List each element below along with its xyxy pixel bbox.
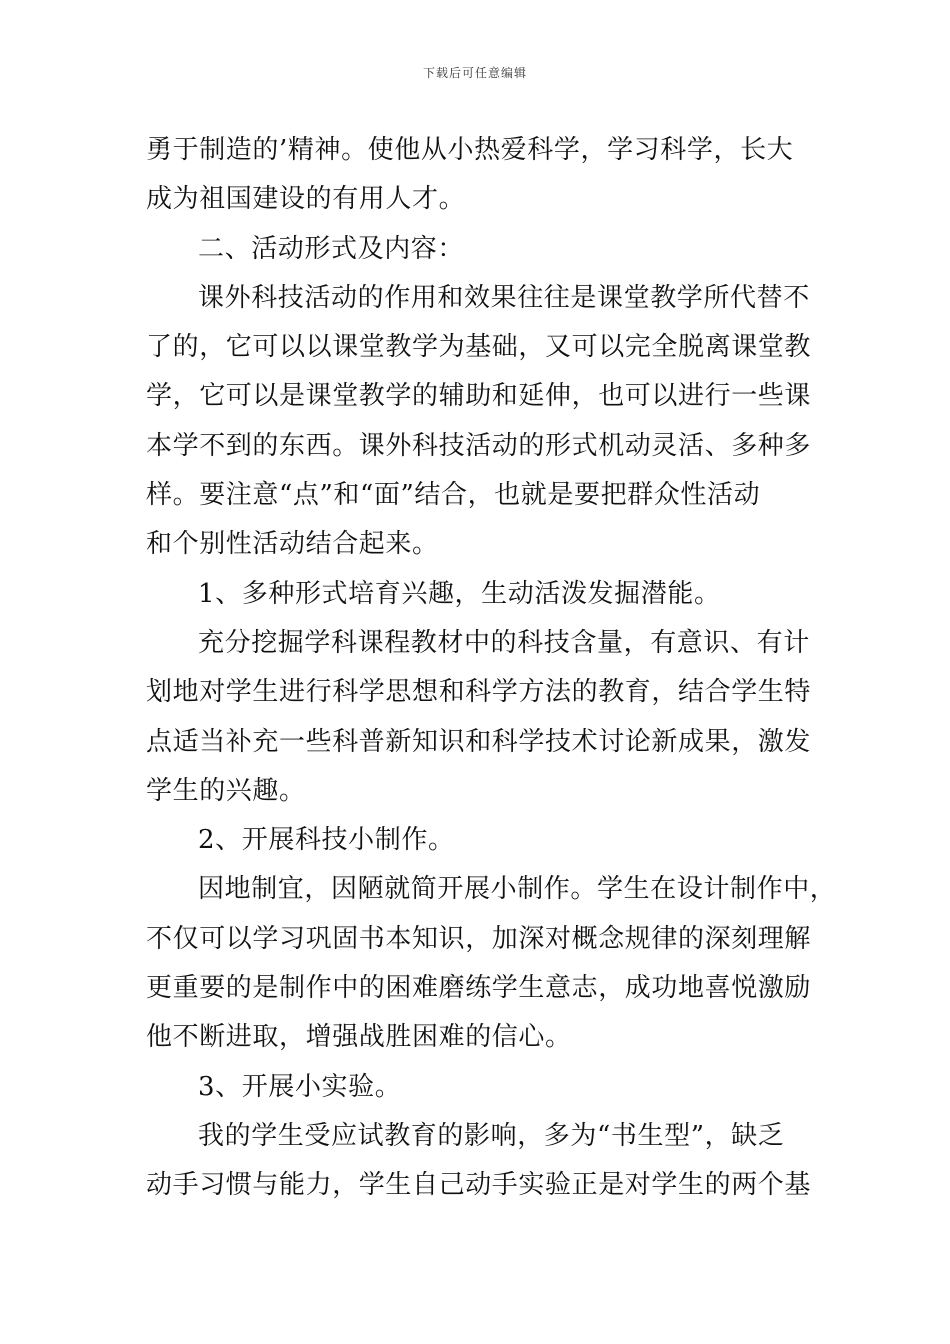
text-line: 学生的兴趣。 bbox=[146, 775, 306, 806]
page-header: 下载后可任意编辑 bbox=[422, 66, 527, 80]
text-line: 因地制宜，因陋就简开展小制作。学生在设计制作中， bbox=[198, 874, 837, 905]
text-line: 2、开展科技小制作。 bbox=[198, 825, 455, 856]
text-line: 划地对学生进行科学思想和科学方法的教育，结合学生特 bbox=[146, 677, 812, 708]
text-line: 他不断进取，增强战胜困难的信心。 bbox=[146, 1022, 572, 1053]
text-line: 二、活动形式及内容： bbox=[198, 233, 465, 264]
text-line: 3、开展小实验。 bbox=[198, 1071, 402, 1102]
text-line: 点适当补充一些科普新知识和科学技术讨论新成果，激发 bbox=[146, 726, 812, 757]
text-line: 学，它可以是课堂教学的辅助和延伸，也可以进行一些课 bbox=[146, 381, 812, 412]
text-line: 动手习惯与能力，学生自己动手实验正是对学生的两个基 bbox=[146, 1170, 812, 1201]
text-line: 和个别性活动结合起来。 bbox=[146, 529, 439, 560]
text-line: 本学不到的东西。课外科技活动的形式机动灵活、多种多 bbox=[146, 430, 812, 461]
text-line: 了的，它可以以课堂教学为基础，又可以完全脱离课堂教 bbox=[146, 332, 812, 363]
text-line: 样。要注意“点”和“面”结合，也就是要把群众性活动 bbox=[146, 480, 761, 511]
text-line: 充分挖掘学科课程教材中的科技含量，有意识、有计 bbox=[198, 627, 810, 658]
text-line: 课外科技活动的作用和效果往往是课堂教学所代替不 bbox=[198, 282, 810, 313]
text-line: 我的学生受应试教育的影响，多为“书生型”，缺乏 bbox=[198, 1120, 785, 1151]
text-line: 更重要的是制作中的困难磨练学生意志，成功地喜悦激励 bbox=[146, 973, 812, 1004]
text-line: 成为祖国建设的有用人才。 bbox=[146, 184, 466, 215]
text-line: 1、多种形式培育兴趣，生动活泼发掘潜能。 bbox=[198, 578, 721, 609]
text-line: 勇于制造的’精神。使他从小热爱科学，学习科学，长大 bbox=[146, 135, 794, 165]
text-line: 不仅可以学习巩固书本知识，加深对概念规律的深刻理解 bbox=[146, 923, 812, 954]
document-body bbox=[146, 126, 837, 1211]
